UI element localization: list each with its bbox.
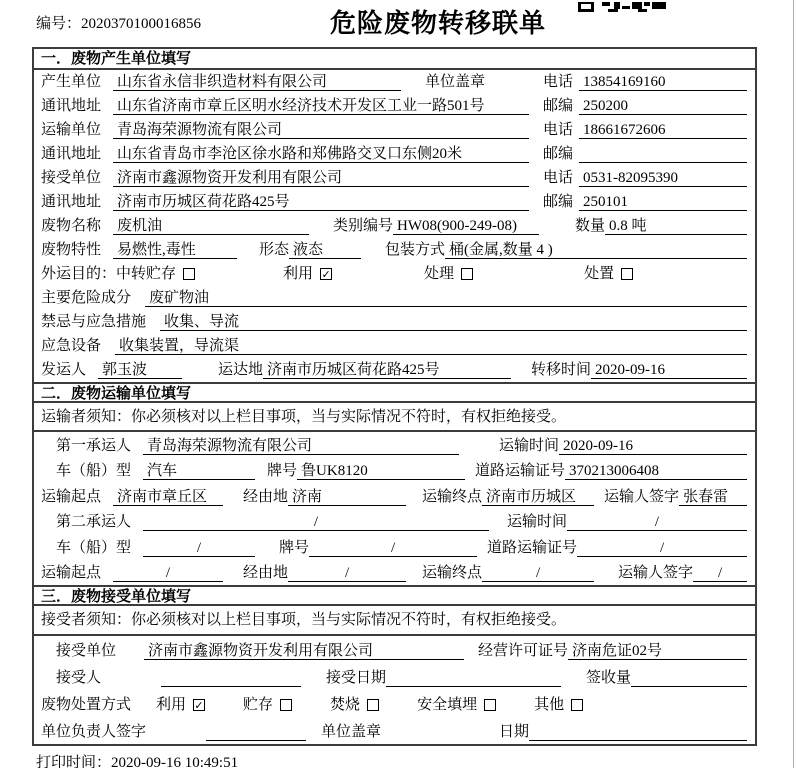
document-number-label: 编号： bbox=[36, 16, 82, 32]
received-amount-value bbox=[631, 669, 747, 687]
checkbox-unchecked-icon bbox=[484, 699, 496, 711]
option-label: 利用 bbox=[283, 266, 314, 282]
print-time-value: 2020-09-16 10:49:51 bbox=[111, 755, 239, 768]
section2-heading: 二．废物运输单位填写 bbox=[34, 382, 755, 403]
transporter-signature-label: 运输人签字 bbox=[618, 565, 694, 581]
accept-date-value bbox=[386, 669, 561, 687]
vehicle-type-value: / bbox=[143, 539, 255, 557]
transfer-time-value: 2020-09-16 bbox=[591, 361, 747, 379]
checkbox-checked-icon: ✓ bbox=[194, 699, 204, 712]
road-license-label: 道路运输证号 bbox=[475, 463, 566, 479]
transport-time-value: 2020-09-16 bbox=[559, 437, 747, 455]
hazard-label: 主要危险成分 bbox=[41, 290, 132, 306]
receiver-value: 济南市鑫源物资开发利用有限公司 bbox=[113, 169, 529, 187]
road-license-label: 道路运输证号 bbox=[487, 539, 578, 556]
producer-zip-group bbox=[543, 97, 747, 115]
receiver-label: 接受单位 bbox=[41, 170, 102, 186]
transfer-time-label: 转移时间 bbox=[531, 362, 592, 378]
received-amount-label: 签收量 bbox=[586, 670, 632, 686]
via-value: 济南 bbox=[288, 488, 406, 506]
checkbox-checked-icon: ✓ bbox=[321, 268, 331, 281]
receiver-address-value: 济南市历城区荷花路425号 bbox=[113, 193, 529, 211]
second-carrier-label: 第二承运人 bbox=[56, 514, 132, 530]
purpose-option-storage bbox=[116, 265, 195, 283]
via-value: / bbox=[288, 564, 406, 582]
first-carrier-row bbox=[34, 432, 755, 458]
producer-row bbox=[34, 70, 755, 94]
document-number-value: 2020370100016856 bbox=[81, 16, 202, 32]
checkbox-unchecked-icon bbox=[280, 699, 292, 711]
zip-label: 邮编 bbox=[543, 146, 574, 162]
acceptor-value bbox=[161, 669, 301, 687]
phone-label: 电话 bbox=[543, 170, 574, 186]
checkbox-unchecked-icon bbox=[571, 699, 583, 711]
responsible-signature-row bbox=[34, 717, 755, 744]
transport-time-label: 运输时间 bbox=[499, 437, 560, 454]
qr-code-icon bbox=[578, 0, 668, 10]
origin-label: 运输起点 bbox=[41, 565, 102, 581]
transport-time-label: 运输时间 bbox=[507, 514, 568, 530]
option-label: 利用 bbox=[156, 697, 187, 713]
acceptor-row bbox=[34, 663, 755, 690]
disposal-method-label: 废物处置方式 bbox=[41, 697, 132, 713]
option-label: 中转贮存 bbox=[116, 266, 177, 282]
receiving-unit-row bbox=[34, 636, 755, 663]
quantity-value: 0.8 吨 bbox=[605, 217, 747, 235]
notice-label: 运输者须知： bbox=[41, 409, 132, 425]
terminus-value: 济南市历城区 bbox=[482, 488, 594, 506]
purpose-option-dispose bbox=[584, 265, 633, 283]
address-label: 通讯地址 bbox=[41, 98, 102, 114]
receiving-unit-label: 接受单位 bbox=[56, 643, 117, 659]
via-label: 经由地 bbox=[243, 488, 289, 505]
category-label: 类别编号 bbox=[333, 218, 394, 234]
responsible-signature-value bbox=[206, 723, 306, 741]
origin-value: 济南市章丘区 bbox=[113, 488, 223, 506]
transporter-zip-value bbox=[579, 145, 747, 163]
emergency-equipment-row bbox=[34, 334, 755, 358]
transporter-value: 青岛海荣源物流有限公司 bbox=[113, 121, 529, 139]
option-label: 其他 bbox=[534, 697, 565, 713]
manifest-form bbox=[32, 47, 757, 746]
transporter-signature-label: 运输人签字 bbox=[604, 488, 680, 505]
producer-zip-value: 250200 bbox=[579, 97, 747, 115]
second-carrier-value: / bbox=[143, 513, 489, 531]
packaging-value: 桶(金属,数量 4 ) bbox=[445, 241, 747, 259]
producer-phone-group bbox=[543, 73, 747, 91]
plate-value: / bbox=[309, 539, 477, 557]
waste-name-value: 废机油 bbox=[113, 217, 309, 235]
road-license-value: 370213006408 bbox=[565, 462, 747, 480]
producer-address-row bbox=[34, 94, 755, 118]
vehicle-type-label: 车（船）型 bbox=[56, 463, 132, 479]
business-license-label: 经营许可证号 bbox=[478, 643, 569, 659]
plate-value: 鲁UK8120 bbox=[297, 462, 465, 480]
address-label: 通讯地址 bbox=[41, 146, 102, 162]
business-license-value: 济南危证02号 bbox=[568, 642, 747, 660]
emergency-label: 禁忌与应急措施 bbox=[41, 314, 147, 330]
producer-value: 山东省永信非织造材料有限公司 bbox=[113, 73, 401, 91]
waste-characteristics-label: 废物特性 bbox=[41, 242, 102, 258]
responsible-signature-label: 单位负责人签字 bbox=[41, 724, 147, 740]
waste-name-label: 废物名称 bbox=[41, 218, 102, 234]
plate-label: 牌号 bbox=[267, 463, 298, 479]
disposal-option-landfill bbox=[417, 696, 496, 714]
zip-label: 邮编 bbox=[543, 194, 574, 210]
producer-address-value: 山东省济南市章丘区明水经济技术开发区工业一路501号 bbox=[113, 97, 529, 115]
second-carrier-row bbox=[34, 509, 755, 535]
shipper-row bbox=[34, 358, 755, 382]
disposal-option-use bbox=[156, 696, 205, 714]
receiver-address-row bbox=[34, 190, 755, 214]
transporter-zip-group bbox=[543, 145, 747, 163]
section1-heading: 一．废物产生单位填写 bbox=[34, 49, 755, 70]
shipper-value: 郭玉波 bbox=[98, 361, 182, 379]
equipment-value: 收集装置，导流渠 bbox=[115, 337, 747, 355]
disposal-option-storage bbox=[243, 696, 292, 714]
first-carrier-value: 青岛海荣源物流有限公司 bbox=[143, 437, 459, 455]
transporter-address-row bbox=[34, 142, 755, 166]
shipper-label: 发运人 bbox=[41, 362, 87, 378]
emergency-value: 收集、导流 bbox=[160, 313, 747, 331]
page-right-edge bbox=[793, 0, 794, 768]
unit-seal-label: 单位盖章 bbox=[425, 74, 486, 90]
date-label: 日期 bbox=[499, 724, 530, 740]
acceptor-label: 接受人 bbox=[56, 670, 102, 686]
notice-text: 你必须核对以上栏目事项，当与实际情况不符时，有权拒绝接受。 bbox=[131, 409, 567, 425]
accept-date-label: 接受日期 bbox=[326, 670, 387, 686]
purpose-label: 外运目的： bbox=[41, 266, 117, 282]
transporter-row bbox=[34, 118, 755, 142]
transporter-phone-group bbox=[543, 121, 747, 139]
transport-purpose-row bbox=[34, 262, 755, 286]
receiver-zip-value: 250101 bbox=[579, 193, 747, 211]
via-label: 经由地 bbox=[243, 565, 289, 581]
terminus-label: 运输终点 bbox=[422, 565, 483, 581]
vehicle-type-label: 车（船）型 bbox=[56, 539, 132, 556]
section1-body bbox=[34, 70, 755, 382]
origin-value: / bbox=[113, 564, 223, 582]
origin-label: 运输起点 bbox=[41, 488, 102, 505]
phone-label: 电话 bbox=[543, 74, 574, 90]
packaging-label: 包装方式 bbox=[385, 242, 446, 258]
form-label: 形态 bbox=[259, 242, 290, 258]
section3-heading: 三．废物接受单位填写 bbox=[34, 585, 755, 606]
receiver-phone-group bbox=[543, 169, 747, 187]
option-label: 焚烧 bbox=[330, 697, 361, 713]
producer-phone-value: 13854169160 bbox=[579, 73, 747, 91]
date-value bbox=[529, 723, 747, 741]
disposal-option-other bbox=[534, 696, 583, 714]
vehicle-type-value: 汽车 bbox=[143, 462, 255, 480]
address-label: 通讯地址 bbox=[41, 194, 102, 210]
form-value: 液态 bbox=[289, 241, 361, 259]
option-label: 贮存 bbox=[243, 697, 274, 713]
receiver-phone-value: 0531-82095390 bbox=[579, 169, 747, 187]
waste-characteristics-value: 易燃性,毒性 bbox=[113, 241, 237, 259]
terminus-value: / bbox=[482, 564, 594, 582]
checkbox-unchecked-icon bbox=[461, 268, 473, 280]
equipment-label: 应急设备 bbox=[41, 338, 102, 354]
first-carrier-label: 第一承运人 bbox=[56, 437, 132, 454]
section2-body bbox=[34, 403, 755, 585]
category-value: HW08(900-249-08) bbox=[393, 217, 539, 235]
terminus-label: 运输终点 bbox=[422, 488, 483, 505]
transporter-label: 运输单位 bbox=[41, 122, 102, 138]
second-vehicle-row bbox=[34, 534, 755, 560]
transporter-address-value: 山东省青岛市李沧区徐水路和郑佛路交叉口东侧20米 bbox=[113, 145, 529, 163]
checkbox-unchecked-icon bbox=[621, 268, 633, 280]
hazard-value: 废矿物油 bbox=[145, 289, 747, 307]
waste-characteristics-row bbox=[34, 238, 755, 262]
producer-label: 产生单位 bbox=[41, 74, 102, 90]
receiver-notice bbox=[34, 606, 755, 636]
notice-label: 接受者须知： bbox=[41, 612, 132, 628]
purpose-option-use bbox=[283, 265, 332, 283]
first-vehicle-row bbox=[34, 458, 755, 484]
disposal-method-row bbox=[34, 690, 755, 717]
second-route-row bbox=[34, 560, 755, 586]
disposal-option-incinerate bbox=[330, 696, 379, 714]
receiver-zip-group bbox=[543, 193, 747, 211]
waste-name-row bbox=[34, 214, 755, 238]
purpose-option-treat bbox=[424, 265, 473, 283]
receiver-row bbox=[34, 166, 755, 190]
option-label: 安全填埋 bbox=[417, 697, 478, 713]
quantity-label: 数量 bbox=[575, 218, 606, 234]
transporter-signature-value: 张春雷 bbox=[679, 488, 747, 506]
checkbox-unchecked-icon bbox=[367, 699, 379, 711]
transporter-phone-value: 18661672606 bbox=[579, 121, 747, 139]
unit-seal-label: 单位盖章 bbox=[321, 724, 382, 740]
plate-label: 牌号 bbox=[279, 539, 310, 556]
road-license-value: / bbox=[577, 539, 747, 557]
transport-time-value: / bbox=[567, 513, 747, 531]
option-label: 处置 bbox=[584, 266, 615, 282]
section3-body bbox=[34, 606, 755, 744]
hazard-component-row bbox=[34, 286, 755, 310]
first-route-row bbox=[34, 483, 755, 509]
transporter-signature-value: / bbox=[693, 564, 747, 582]
option-label: 处理 bbox=[424, 266, 455, 282]
destination-label: 运达地 bbox=[218, 362, 264, 378]
emergency-measures-row bbox=[34, 310, 755, 334]
checkbox-unchecked-icon bbox=[183, 268, 195, 280]
transporter-notice bbox=[34, 403, 755, 432]
destination-value: 济南市历城区荷花路425号 bbox=[263, 361, 511, 379]
page-title: 危险废物转移联单 bbox=[329, 8, 546, 38]
notice-text: 你必须核对以上栏目事项，当与实际情况不符时，有权拒绝接受。 bbox=[131, 612, 567, 628]
receiving-unit-value: 济南市鑫源物资开发利用有限公司 bbox=[144, 642, 464, 660]
phone-label: 电话 bbox=[543, 122, 574, 138]
print-time-label: 打印时间： bbox=[36, 755, 112, 768]
print-time bbox=[36, 751, 238, 768]
zip-label: 邮编 bbox=[543, 98, 574, 114]
